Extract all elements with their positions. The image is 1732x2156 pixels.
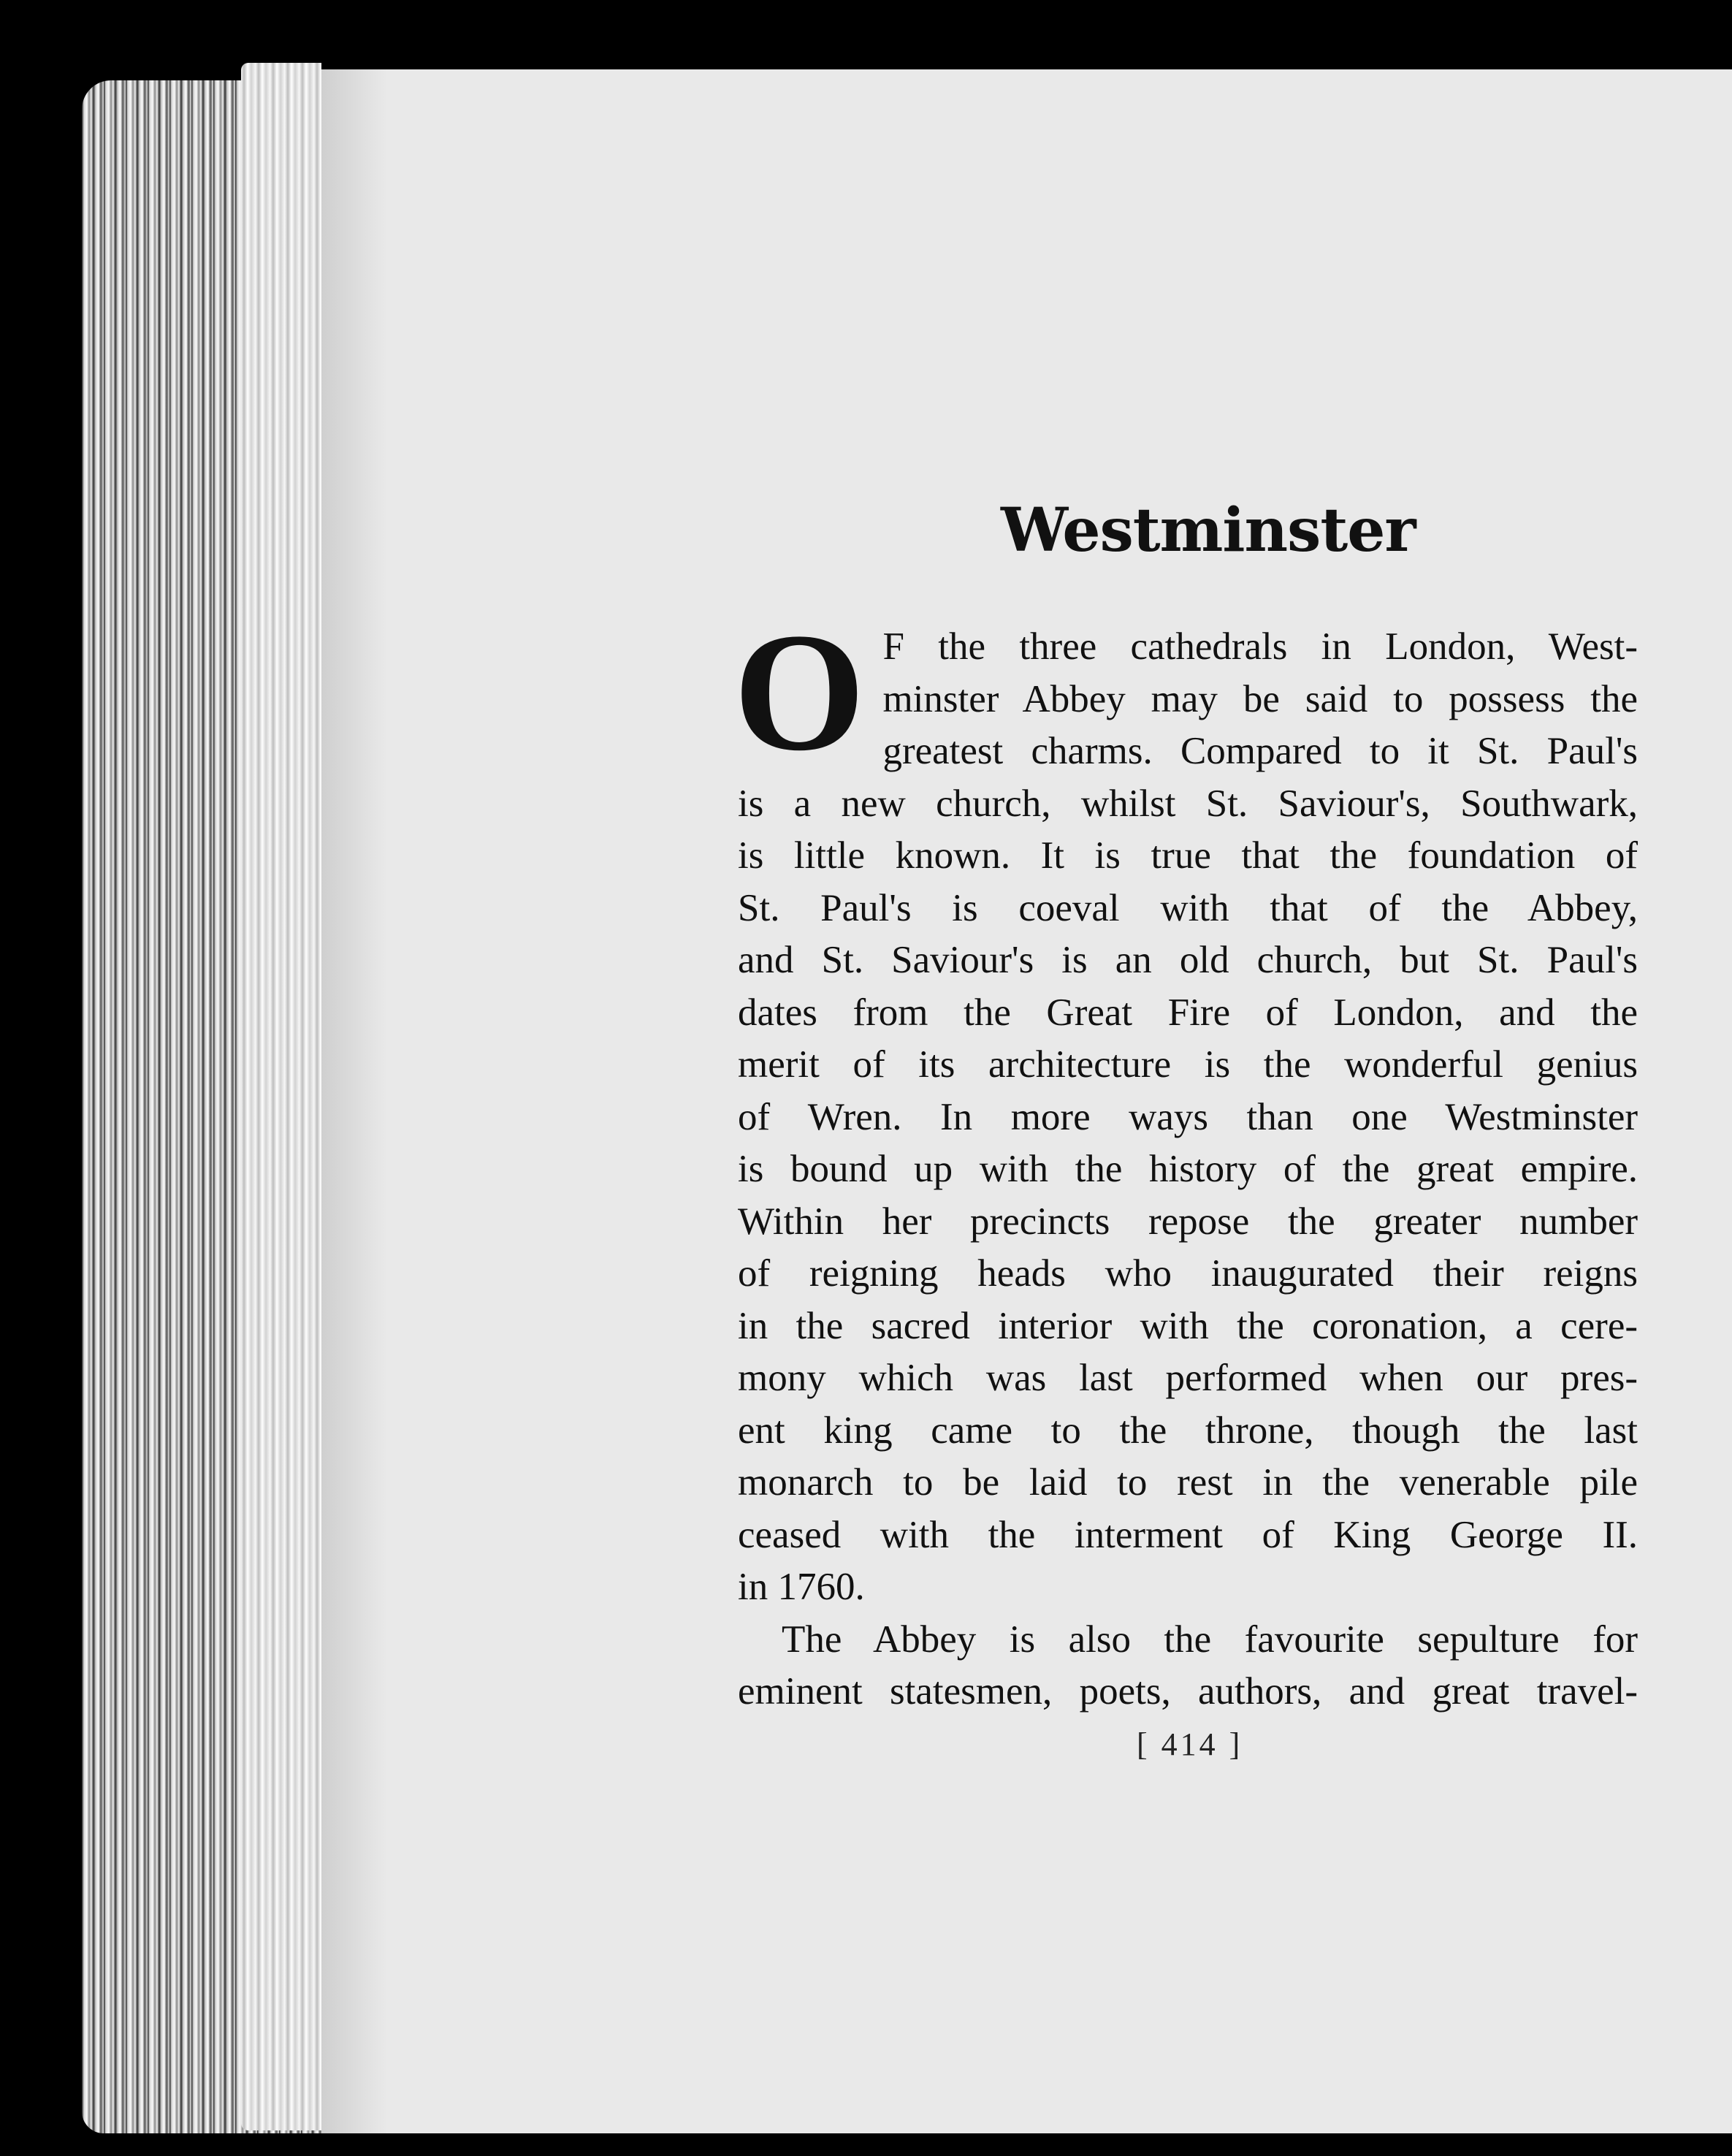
book-page-edges-inner <box>241 63 321 2130</box>
text-line: is a new church, whilst St. Saviour's, Southwark, <box>738 782 1638 825</box>
text-line: of Wren. In more ways than one Westminster <box>738 1095 1638 1138</box>
text-line: and St. Saviour's is an old church, but St. Paul's <box>738 939 1638 981</box>
text-line: in the sacred interior with the coronation, a cere- <box>738 1304 1638 1347</box>
chapter-title: Westminster <box>1001 495 1416 565</box>
text-line: is bound up with the history of the great empire. <box>738 1148 1638 1190</box>
text-line: minster Abbey may be said to possess the <box>882 677 1638 720</box>
body-text <box>733 598 1638 1718</box>
text-line: ent king came to the throne, though the last <box>738 1409 1638 1452</box>
paragraph-2 <box>738 1614 1638 1718</box>
text-line: Within her precincts repose the greater number <box>738 1200 1638 1243</box>
text-line: ceased with the interment of King George II. <box>738 1513 1638 1556</box>
text-line: dates from the Great Fire of London, and the <box>738 991 1638 1034</box>
text-line: The Abbey is also the favourite sepulture for <box>782 1618 1638 1661</box>
drop-cap: O <box>733 598 866 786</box>
text-line: in 1760. <box>738 1566 865 1608</box>
page-number: [ 414 ] <box>1137 1726 1243 1762</box>
text-line: of reigning heads who inaugurated their reigns <box>738 1252 1638 1295</box>
text-line: F the three cathedrals in London, West- <box>882 625 1638 668</box>
text-line: mony which was last performed when our pres- <box>738 1357 1638 1399</box>
text-line: St. Paul's is coeval with that of the Abbey, <box>738 886 1638 929</box>
text-line: eminent statesmen, poets, authors, and great travel- <box>738 1670 1638 1713</box>
text-line: greatest charms. Compared to it St. Paul's <box>882 730 1638 772</box>
paragraph-1 <box>733 598 1638 1614</box>
text-line: is little known. It is true that the foundation of <box>738 834 1638 877</box>
text-line: monarch to be laid to rest in the venerable pile <box>738 1461 1638 1504</box>
text-line: merit of its architecture is the wonderful genius <box>738 1043 1638 1086</box>
